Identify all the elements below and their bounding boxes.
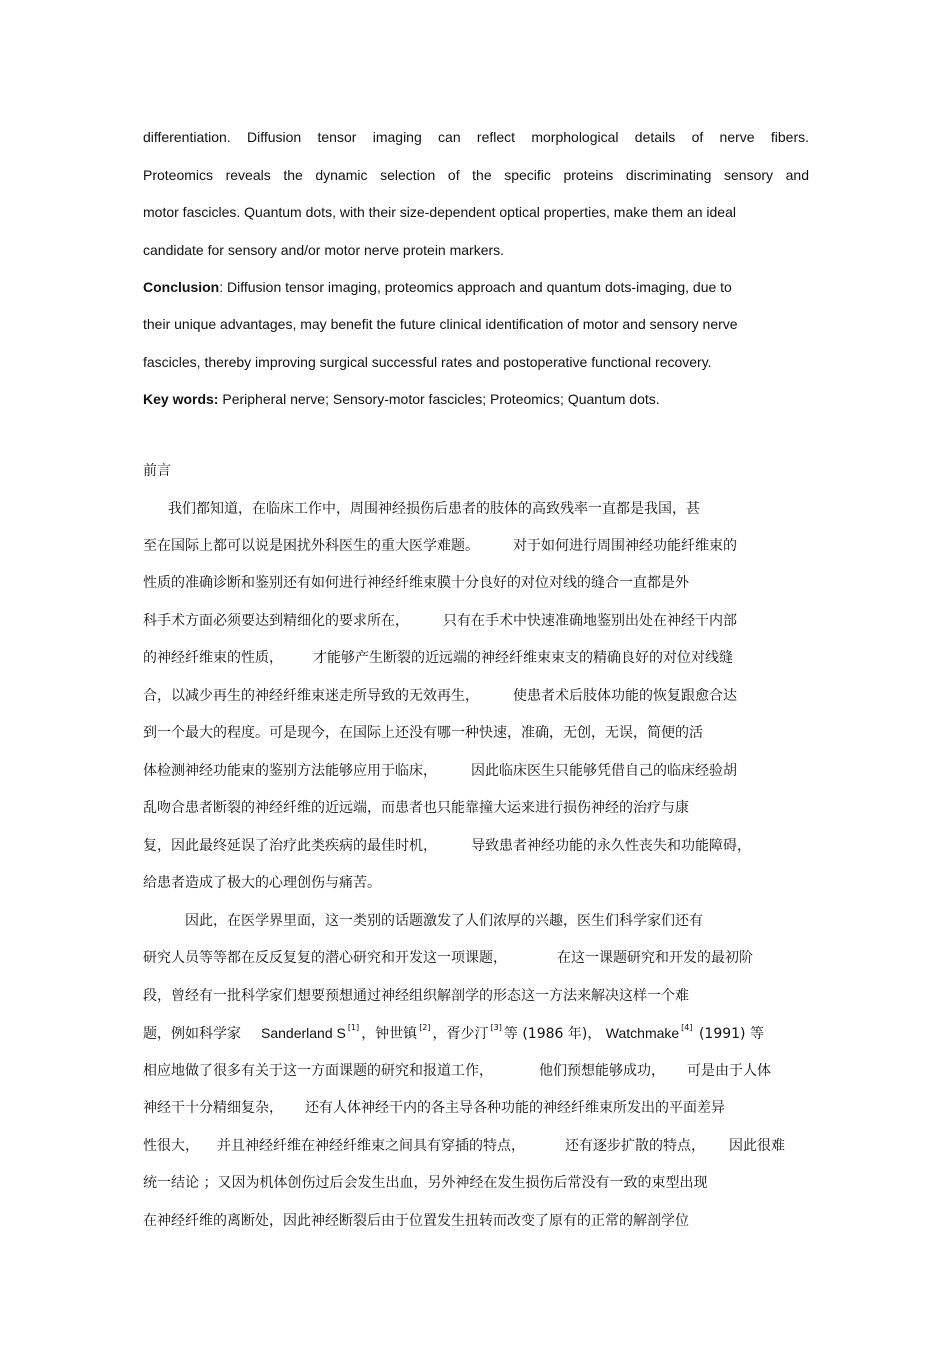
para1-line-4 bbox=[143, 611, 809, 631]
para2-line-7 bbox=[143, 1136, 809, 1156]
para2-line-5 bbox=[143, 1061, 809, 1081]
para2-line-6a: 神经干十分精细复杂， bbox=[143, 1100, 283, 1116]
para2-line-6 bbox=[143, 1098, 809, 1118]
para1-line-4a: 科手术方面必须要达到精细化的要求所在， bbox=[143, 613, 409, 629]
para1-line-7: 到一个最大的程度。可是现今，在国际上还没有哪一种快速，准确，无创，无误，简便的活 bbox=[143, 725, 703, 741]
para1-line-6 bbox=[143, 686, 809, 706]
para2-line-8: 统一结论 ；又因为机体创伤过后会发生出血，另外神经在发生损伤后常没有一致的束型出现 bbox=[143, 1175, 708, 1191]
para2-line-5a: 相应地做了很多有关于这一方面课题的研究和报道工作， bbox=[143, 1063, 493, 1079]
para1-line-5 bbox=[143, 648, 809, 668]
para2-line-3: 段，曾经有一批科学家们想要预想通过神经组织解剖学的形态这一方法来解决这样一个难 bbox=[143, 988, 689, 1004]
para1-line-8a: 体检测神经功能束的鉴别方法能够应用于临床， bbox=[143, 763, 437, 779]
para1-line-4b: 只有在手术中快速准确地鉴别出处在神经干内部 bbox=[443, 613, 737, 629]
citation-ref-4: [4] bbox=[681, 1023, 693, 1032]
para2-line-2b: 在这一课题研究和开发的最初阶 bbox=[557, 950, 753, 966]
para2-line-5b: 他们预想能够成功， bbox=[539, 1063, 665, 1079]
para1-line-6b: 使患者术后肢体功能的恢复跟愈合达 bbox=[513, 688, 737, 704]
para1-line-8b: 因此临床医生只能够凭借自己的临床经验胡 bbox=[471, 763, 737, 779]
section-title: 前言 bbox=[143, 463, 171, 479]
para2-line-4-text-1: 题，例如科学家 bbox=[143, 1026, 241, 1042]
para2-line-6b: 还有人体神经干内的各主导各种功能的神经纤维束所发出的平面差异 bbox=[305, 1100, 725, 1116]
para1-line-5b: 才能够产生断裂的近远端的神经纤维束束支的精确良好的对位对线缝 bbox=[313, 650, 733, 666]
citation-watchmake: Watchmake bbox=[605, 1025, 680, 1041]
para2-line-4 bbox=[143, 1023, 809, 1044]
para2-line-2a: 研究人员等等都在反反复复的潜心研究和开发这一项课题， bbox=[143, 950, 507, 966]
para2-line-2 bbox=[143, 948, 809, 968]
conclusion-line-3: fascicles, thereby improving surgical successful rates and postoperative functional recovery. bbox=[143, 354, 712, 370]
conclusion-text-1: : Diffusion tensor imaging, proteomics approach and quantum dots-imaging, due to bbox=[219, 279, 732, 295]
para1-line-2b: 对于如何进行周围神经功能纤维束的 bbox=[513, 538, 737, 554]
conclusion-line-1 bbox=[143, 277, 809, 297]
citation-ref-3: [3] bbox=[490, 1023, 502, 1032]
citation-sanderland: Sanderland S bbox=[261, 1025, 346, 1041]
para1-line-10a: 复，因此最终延误了治疗此类疾病的最佳时机， bbox=[143, 838, 437, 854]
para2-line-1: 因此，在医学界里面，这一类别的话题激发了人们浓厚的兴趣，医生们科学家们还有 bbox=[185, 913, 703, 929]
keywords-text: Peripheral nerve; Sensory-motor fascicles; Proteomics; Quantum dots. bbox=[222, 391, 660, 407]
keywords-label: Key words: bbox=[143, 391, 219, 407]
abstract-line-1: differentiation. Diffusion tensor imaging can reflect morphological details of nerve fibers. bbox=[143, 129, 809, 145]
conclusion-line-2: their unique advantages, may benefit the future clinical identification of motor and sensory nerve bbox=[143, 316, 738, 332]
para1-line-9: 乱吻合患者断裂的神经纤维的近远端，而患者也只能靠撞大运来进行损伤神经的治疗与康 bbox=[143, 800, 689, 816]
abstract-line-4: candidate for sensory and/or motor nerve protein markers. bbox=[143, 242, 505, 258]
keywords-line bbox=[143, 389, 809, 409]
para2-line-4-text-4: 等 (1986 年)， bbox=[503, 1026, 602, 1042]
abstract-line-3: motor fascicles. Quantum dots, with their size-dependent optical properties, make them an ideal bbox=[143, 204, 736, 220]
para1-line-11: 给患者造成了极大的心理创伤与痛苦。 bbox=[143, 875, 381, 891]
para2-line-9: 在神经纤维的离断处，因此神经断裂后由于位置发生扭转而改变了原有的正常的解剖学位 bbox=[143, 1213, 689, 1229]
para1-line-3: 性质的准确诊断和鉴别还有如何进行神经纤维束膜十分良好的对位对线的缝合一直都是外 bbox=[143, 575, 689, 591]
conclusion-label: Conclusion bbox=[143, 279, 220, 295]
abstract-line-2: Proteomics reveals the dynamic selection of the specific proteins discriminating sensory and bbox=[143, 167, 809, 183]
para2-line-7c: 还有逐步扩散的特点， bbox=[565, 1138, 705, 1154]
para2-line-4-text-5: (1991) 等 bbox=[698, 1026, 764, 1042]
para2-line-4-text-3: ，胥少汀 bbox=[432, 1026, 489, 1042]
para1-line-5a: 的神经纤维束的性质， bbox=[143, 650, 283, 666]
para1-line-2 bbox=[143, 536, 809, 556]
para1-line-8 bbox=[143, 761, 809, 781]
para1-line-10b: 导致患者神经功能的永久性丧失和功能障碍， bbox=[471, 838, 751, 854]
citation-ref-2: [2] bbox=[419, 1023, 431, 1032]
citation-ref-1: [1] bbox=[347, 1023, 360, 1032]
para1-line-6a: 合，以减少再生的神经纤维束迷走所导致的无效再生， bbox=[143, 688, 479, 704]
para2-line-7b: 并且神经纤维在神经纤维束之间具有穿插的特点， bbox=[217, 1138, 525, 1154]
para1-line-1: 我们都知道，在临床工作中，周围神经损伤后患者的肢体的高致残率一直都是我国，甚 bbox=[168, 501, 700, 517]
para1-line-2a: 至在国际上都可以说是困扰外科医生的重大医学难题。 bbox=[143, 538, 479, 554]
para2-line-7a: 性很大， bbox=[143, 1138, 199, 1154]
para1-line-10 bbox=[143, 836, 809, 856]
para2-line-7d: 因此很难 bbox=[729, 1138, 785, 1154]
para2-line-5c: 可是由于人体 bbox=[687, 1063, 771, 1079]
para2-line-4-text-2: ，钟世镇 bbox=[361, 1026, 418, 1042]
